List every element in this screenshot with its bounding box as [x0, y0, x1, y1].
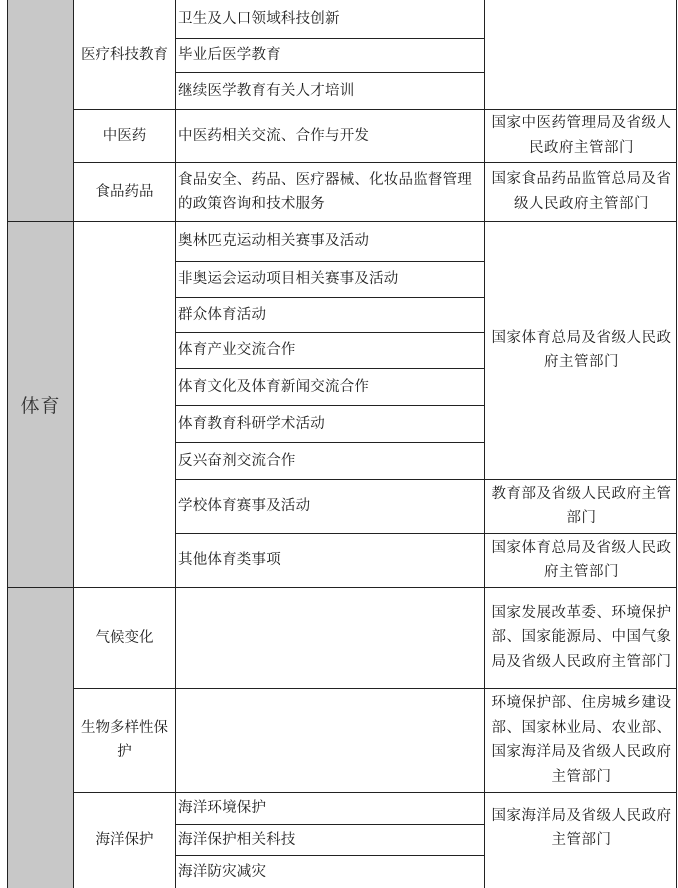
item-sports-industry: 体育产业交流合作: [178, 342, 296, 358]
grid-line: [484, 0, 485, 888]
sub-category-medical-tech-edu: 医疗科技教育: [81, 46, 168, 63]
item-other-sports: 其他体育类事项: [178, 552, 281, 568]
item-health-tech-innovation: 卫生及人口领域科技创新: [178, 11, 340, 27]
grid-line: [175, 405, 484, 406]
grid-line: [73, 792, 677, 793]
dept-food-drug: 国家食品药品监管总局及省级人民政府主管部门: [491, 171, 672, 212]
dept-school-sports: 教育部及省级人民政府主管部门: [491, 485, 672, 526]
item-school-sports: 学校体育赛事及活动: [178, 498, 311, 514]
item-tcm-exchange: 中医药相关交流、合作与开发: [178, 127, 370, 144]
grid-line: [175, 368, 484, 369]
grid-line: [175, 72, 484, 73]
item-ocean-tech: 海洋保护相关科技: [178, 831, 296, 848]
grid-line: [175, 533, 677, 534]
item-ocean-environment: 海洋环境保护: [178, 800, 267, 816]
item-sports-culture-news: 体育文化及体育新闻交流合作: [178, 378, 370, 395]
dept-sports-main: 国家体育总局及省级人民政府主管部门: [491, 329, 672, 370]
item-continuing-medical-education: 继续医学教育有关人才培训: [178, 82, 355, 99]
item-sports-education-research: 体育教育科研学术活动: [178, 415, 325, 432]
grid-line: [7, 221, 677, 222]
grid-line: [676, 0, 677, 888]
grid-line: [175, 38, 484, 39]
sub-category-tcm: 中医药: [102, 127, 147, 144]
item-anti-doping: 反兴奋剂交流合作: [178, 452, 296, 469]
item-olympic-events: 奥林匹克运动相关赛事及活动: [178, 233, 370, 249]
grid-line: [175, 261, 484, 262]
grid-line: [73, 688, 677, 689]
grid-line: [73, 162, 677, 163]
dept-biodiversity: 环境保护部、住房城乡建设部、国家林业局、农业部、国家海洋局及省级人民政府主管部门: [491, 695, 672, 785]
dept-climate-change: 国家发展改革委、环境保护部、国家能源局、中国气象局及省级人民政府主管部门: [491, 604, 672, 670]
grid-line: [175, 332, 484, 333]
grid-line: [175, 824, 484, 825]
grid-line: [7, 587, 677, 588]
grid-line: [175, 297, 484, 298]
grid-line: [7, 0, 8, 888]
category-cell-sports: [8, 221, 73, 587]
item-food-drug-supervision: 食品安全、药品、医疗器械、化妆品监督管理的政策咨询和技术服务: [178, 171, 472, 212]
category-cell-health: [8, 0, 73, 221]
sub-category-food-drug: 食品药品: [95, 183, 154, 200]
dept-tcm: 国家中医药管理局及省级人民政府主管部门: [491, 115, 672, 156]
dept-ocean-protection: 国家海洋局及省级人民政府主管部门: [491, 807, 672, 848]
sub-category-climate-change: 气候变化: [95, 629, 154, 646]
grid-line: [175, 0, 176, 888]
grid-line: [175, 855, 484, 856]
sub-category-biodiversity: 生物多样性保护: [81, 720, 168, 760]
item-non-olympic-events: 非奥运会运动项目相关赛事及活动: [178, 271, 399, 287]
grid-line: [73, 0, 74, 888]
grid-line: [73, 109, 677, 110]
item-mass-sports: 群众体育活动: [178, 306, 267, 323]
category-label-sports: 体育: [20, 394, 61, 417]
item-postgrad-medical-education: 毕业后医学教育: [178, 47, 281, 63]
grid-line: [175, 479, 677, 480]
category-cell-environment: [8, 587, 73, 888]
grid-line: [175, 442, 484, 443]
dept-other-sports: 国家体育总局及省级人民政府主管部门: [491, 539, 672, 580]
item-ocean-disaster: 海洋防灾减灾: [178, 863, 267, 880]
sub-category-ocean-protection: 海洋保护: [95, 832, 154, 848]
